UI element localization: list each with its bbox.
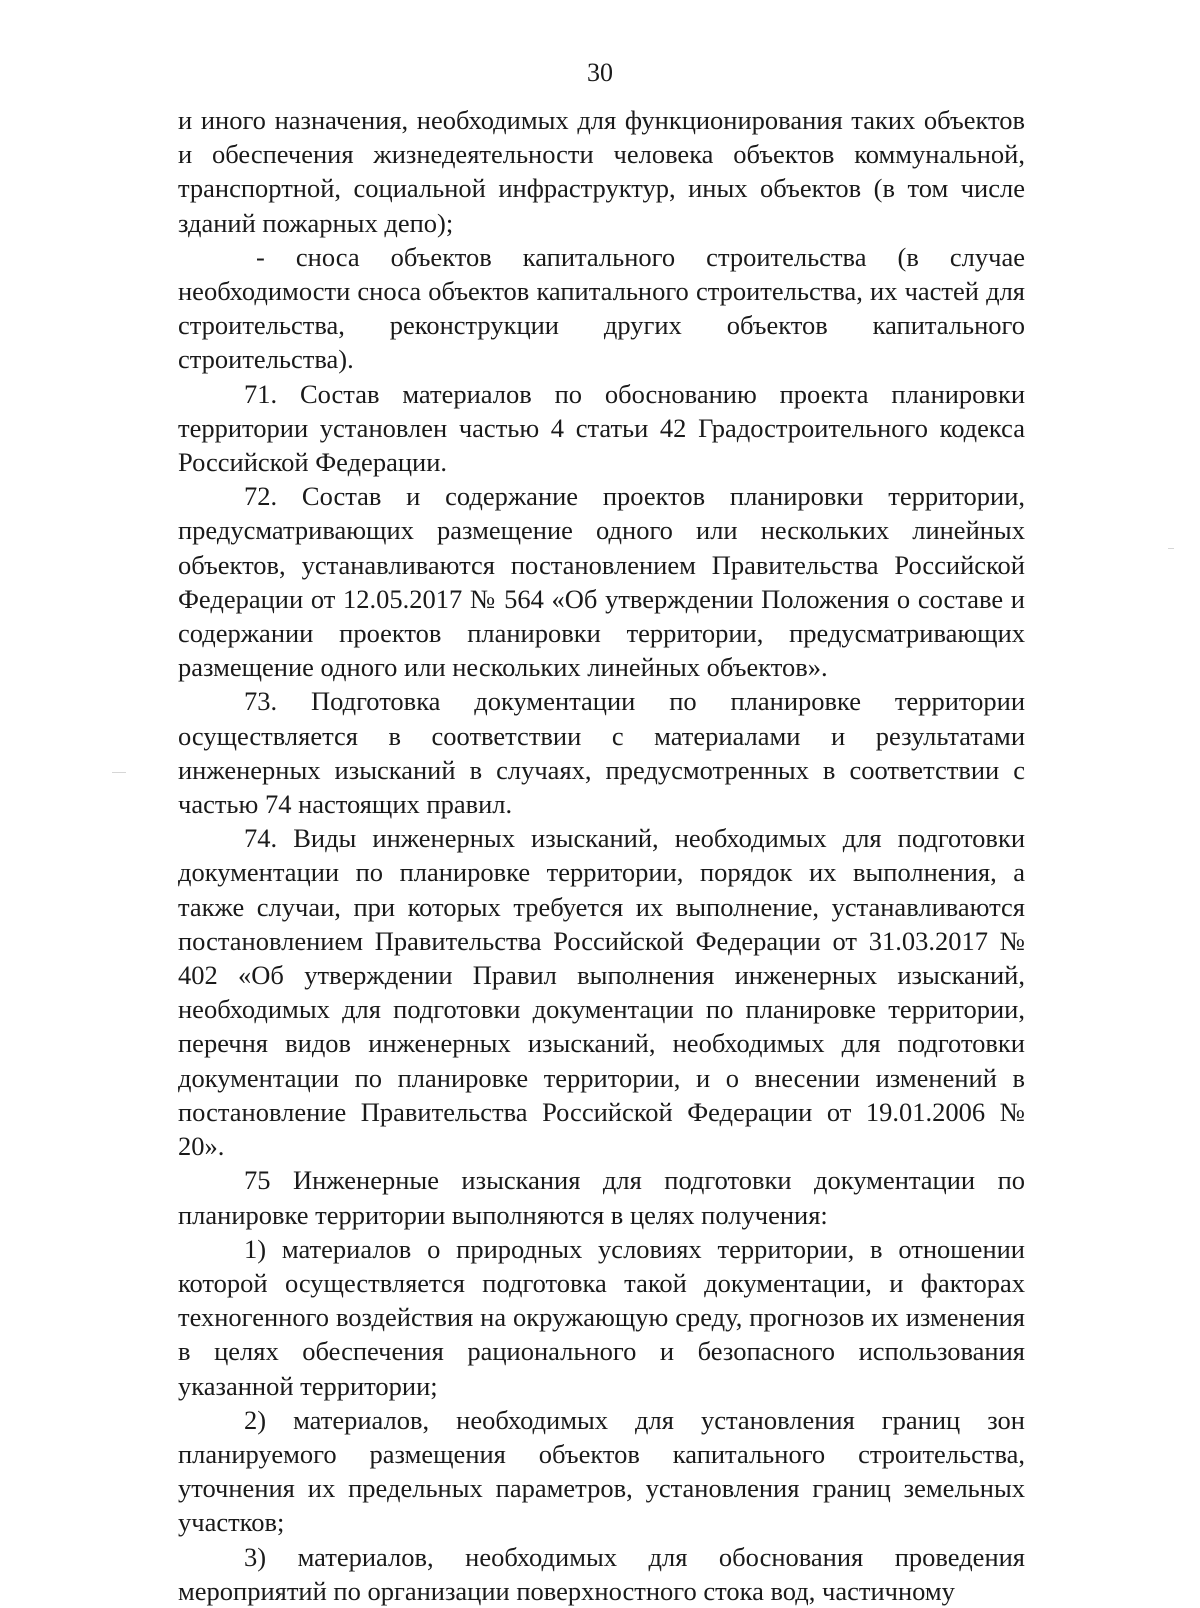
paragraph-71: 71. Состав материалов по обоснованию проекта планировки территории установлен частью 4 статьи 42 Градостроительного кодекса Российской Федерации. xyxy=(178,378,1025,478)
scan-artifact-mark xyxy=(1168,548,1174,549)
paragraph-demolition-item: - сноса объектов капитального строительства (в случае необходимости сноса объектов капитального строительства, их частей для строительства, реконструкции других объектов капитального строительства). xyxy=(178,241,1025,375)
paragraph-75-item-2: 2) материалов, необходимых для установления границ зон планируемого размещения объектов капитального строительства, уточнения их предельных параметров, установления границ земельных участков; xyxy=(178,1404,1025,1538)
paragraph-72: 72. Состав и содержание проектов планировки территории, предусматривающих размещение одного или нескольких линейных объектов, устанавливаются постановлением Правительства Российской Федерации от 12.05.2017 № 564 «Об утверждении Положения о составе и содержании проектов планировки территории, предусматривающих размещение одного или нескольких линейных объектов». xyxy=(178,481,1025,683)
paragraph-75-item-1: 1) материалов о природных условиях территории, в отношении которой осуществляется подготовка такой документации, и факторах техногенного воздействия на окружающую среду, прогнозов их изменения в целях обеспечения рационального и безопасного использования указанной территории; xyxy=(178,1233,1025,1401)
paragraph-continuation: и иного назначения, необходимых для функционирования таких объектов и обеспечения жизнедеятельности человека объектов коммунальной, транспортной, социальной инфраструктур, иных объектов (в том числе зданий пожарных депо); xyxy=(178,105,1025,238)
paragraph-73: 73. Подготовка документации по планировке территории осуществляется в соответствии с материалами и результатами инженерных изысканий в случаях, предусмотренных в соответствии с частью 74 настоящих правил. xyxy=(178,686,1025,820)
paragraph-75: 75 Инженерные изыскания для подготовки документации по планировке территории выполняются в целях получения: xyxy=(178,1165,1025,1230)
scan-artifact-mark xyxy=(112,772,126,773)
document-body xyxy=(178,103,1025,1608)
paragraph-75-item-3: 3) материалов, необходимых для обоснования проведения мероприятий по организации поверхностного стока вод, частичному xyxy=(178,1541,1025,1606)
page-number: 30 xyxy=(587,58,613,87)
paragraph-74: 74. Виды инженерных изысканий, необходимых для подготовки документации по планировке территории, порядок их выполнения, а также случаи, при которых требуется их выполнение, устанавливаются постановлением Правительства Российской Федерации от 31.03.2017 № 402 «Об утверждении Правил выполнения инженерных изысканий, необходимых для подготовки документации по планировке территории, перечня видов инженерных изысканий, необходимых для подготовки документации по планировке территории, и о внесении изменений в постановление Правительства Российской Федерации от 19.01.2006 № 20». xyxy=(178,823,1025,1162)
